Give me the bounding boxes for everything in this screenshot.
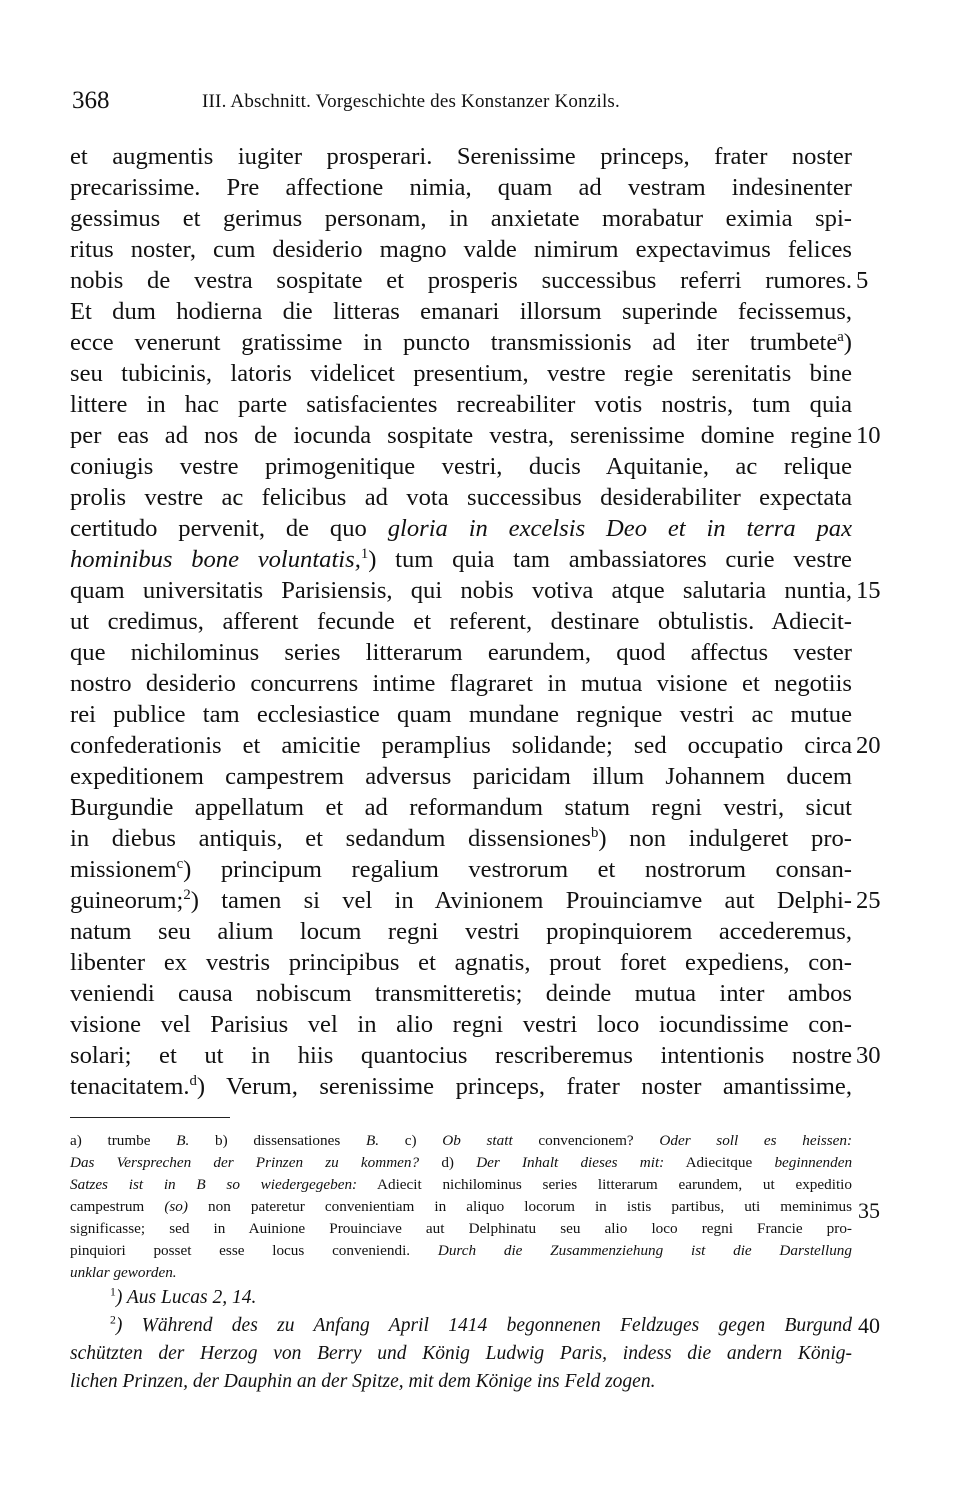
footnote-continuation: schützten der Herzog von Berry und König Ludwig Paris, indess die andern König- — [70, 1343, 852, 1364]
text-line: ritus noster, cum desiderio magno valde nimirum expectavimus felices — [70, 236, 852, 263]
text-line: seu tubicinis, latoris videlicet presentium, vestre regie serenitatis bine — [70, 360, 852, 387]
text-line — [70, 327, 852, 358]
line-number: 30 — [856, 1042, 881, 1069]
editorial-note: Oder soll es heissen: — [659, 1132, 853, 1149]
text-fragment: guineorum; — [70, 887, 184, 914]
text-line: natum seu alium locum regni vestri propinquiorem accederemus, — [70, 918, 852, 945]
text-fragment: missionem — [70, 856, 177, 883]
apparatus-entry: Adiecit nichilominus series litterarum earundem, ut expeditio — [377, 1176, 852, 1193]
footnote — [70, 1284, 852, 1312]
line-number: 20 — [856, 732, 881, 759]
footnote-marker: 1 — [360, 545, 369, 562]
apparatus-line — [70, 1130, 852, 1152]
line-number: 35 — [858, 1198, 880, 1223]
quotation-italic: gloria in excelsis Deo et in terra pax — [387, 515, 853, 542]
text-line — [70, 1071, 852, 1102]
text-line: libenter ex vestris principibus et agnatis, prout foret expediens, con- — [70, 949, 852, 976]
line-number: 25 — [856, 887, 881, 914]
siglum: B. — [176, 1132, 190, 1149]
text-line: quam universitatis Parisiensis, qui nobis votiva atque salutaria nuntia, — [70, 577, 852, 604]
text-fragment: in diebus antiquis, et sedandum dissensiones — [70, 825, 591, 852]
siglum: B. — [365, 1132, 380, 1149]
text-fragment: tenacitatem. — [70, 1073, 190, 1100]
line-number: 5 — [856, 267, 869, 294]
footnote-number: 1 — [110, 1285, 116, 1299]
text-fragment: ecce venerunt gratissime in puncto transmissionis ad iter trumbete — [70, 329, 838, 356]
apparatus-marker: a — [837, 328, 844, 345]
text-fragment: ) — [843, 329, 852, 356]
text-line: per eas ad nos de iocunda sospitate vestra, serenissime domine regine — [70, 422, 852, 449]
text-line: Et dum hodierna die litteras emanari illorsum superinde fecissemus, — [70, 298, 852, 325]
text-line: nostro desiderio concurrens intime flagraret in mutua visione et negotiis — [70, 670, 852, 697]
text-line: que nichilominus series litterarum earundem, quod affectus vester — [70, 639, 852, 666]
text-line: solari; et ut in hiis quantocius rescriberemus intentionis nostre — [70, 1042, 852, 1069]
apparatus-line — [70, 1174, 852, 1196]
apparatus-entry: a) trumbe — [70, 1132, 151, 1149]
text-line: gessimus et gerimus personam, in anxietate morabatur eximia spi- — [70, 205, 852, 232]
footnote — [70, 1312, 852, 1340]
text-line — [70, 513, 852, 544]
text-line — [70, 544, 852, 575]
footnote-marker: 2 — [183, 886, 191, 903]
editorial-note: Das Versprechen der Prinzen zu kommen? — [70, 1154, 420, 1171]
apparatus-entry: pinquiori posset esse locus conveniendi. — [70, 1242, 411, 1259]
footnote-text: ) Während des zu Anfang April 1414 begonnenen Feldzuges gegen Burgund — [115, 1315, 852, 1336]
apparatus-entry: c) — [404, 1132, 417, 1149]
apparatus-line — [70, 1196, 852, 1218]
editorial-note: (so) — [164, 1198, 188, 1215]
text-line: ut credimus, afferent fecunde et referent, destinare obtulistis. Adiecit- — [70, 608, 852, 635]
text-fragment: ) Verum, serenissime princeps, frater noster amantissime, — [196, 1073, 852, 1100]
text-fragment: ) non indulgeret pro- — [598, 825, 852, 852]
text-fragment: ) tamen si vel in Avinionem Prouinciamve aut Delphi- — [190, 887, 852, 914]
editorial-note: Satzes ist in B so wiedergegeben: — [70, 1176, 358, 1193]
running-title: III. Abschnitt. Vorgeschichte des Konstanzer Konzils. — [202, 91, 620, 112]
text-line: Burgundie appellatum et ad reformandum statum regni vestri, sicut — [70, 794, 852, 821]
text-line: coniugis vestre primogenitique vestri, ducis Aquitanie, ac relique — [70, 453, 852, 480]
line-number: 40 — [858, 1313, 880, 1338]
quotation-italic: hominibus bone voluntatis, — [70, 546, 361, 573]
text-line — [70, 823, 852, 854]
editorial-note: unklar geworden. — [70, 1264, 177, 1281]
text-line: visione vel Parisius vel in alio regni vestri loco iocundissime con- — [70, 1011, 852, 1038]
text-line: nobis de vestra sospitate et prosperis successibus referri rumores. — [70, 267, 852, 294]
apparatus-entry: convencionem? — [538, 1132, 634, 1149]
text-line: confederationis et amicitie peramplius solidande; sed occupatio circa — [70, 732, 852, 759]
apparatus-entry: b) dissensationes — [215, 1132, 341, 1149]
text-line: littere in hac parte satisfacientes recreabiliter votis nostris, tum quia — [70, 391, 852, 418]
text-line — [70, 885, 852, 916]
text-line — [70, 854, 852, 885]
apparatus-line — [70, 1240, 852, 1262]
text-line: prolis vestre ac felicibus ad vota successibus desiderabiliter expectata — [70, 484, 852, 511]
text-fragment: certitudo pervenit, de quo — [70, 515, 367, 542]
footnote-divider — [70, 1117, 230, 1118]
text-line: rei publice tam ecclesiastice quam mundane regnique vestri ac mutue — [70, 701, 852, 728]
editorial-note: beginnenden — [774, 1154, 853, 1171]
apparatus-entry: campestrum — [70, 1198, 145, 1215]
editorial-note: Der Inhalt dieses mit: — [476, 1154, 665, 1171]
text-line: et augmentis iugiter prosperari. Serenissime princeps, frater noster — [70, 143, 852, 170]
apparatus-entry: d) — [441, 1154, 454, 1171]
apparatus-entry: non pateretur convenientiam in aliquo locorum in istis partibus, uti meminimus — [208, 1198, 853, 1215]
page-number: 368 — [72, 87, 110, 114]
text-line: veniendi causa nobiscum transmitteretis; deinde mutua inter ambos — [70, 980, 852, 1007]
text-fragment: ) principum regalium vestrorum et nostrorum consan- — [183, 856, 852, 883]
line-number: 10 — [856, 422, 881, 449]
line-number: 15 — [856, 577, 881, 604]
footnote-continuation: lichen Prinzen, der Dauphin an der Spitze, mit dem Könige ins Feld zogen. — [70, 1371, 656, 1392]
running-header — [72, 87, 872, 117]
text-line: precarissime. Pre affectione nimia, quam ad vestram indesinenter — [70, 174, 852, 201]
editorial-note: Ob statt — [442, 1132, 513, 1149]
apparatus-marker: c — [176, 855, 184, 872]
footnote-number: 2 — [110, 1313, 116, 1327]
apparatus-line — [70, 1262, 852, 1284]
footnote-text: ) Aus Lucas 2, 14. — [115, 1287, 257, 1308]
apparatus-marker: b — [590, 824, 599, 841]
text-fragment: ) tum quia tam ambassiatores curie vestre — [368, 546, 852, 573]
apparatus-line — [70, 1152, 852, 1174]
apparatus-marker: d — [189, 1072, 197, 1089]
apparatus-line: significasse; sed in Auinione Prouinciave aut Delphinatu seu alio loco regni Francie pro- — [70, 1220, 852, 1237]
apparatus-entry: Adiecitque — [685, 1154, 753, 1171]
text-line: expeditionem campestrem adversus paricidam illum Johannem ducem — [70, 763, 852, 790]
editorial-note: Durch die Zusammenziehung ist die Darstellung — [437, 1242, 852, 1259]
